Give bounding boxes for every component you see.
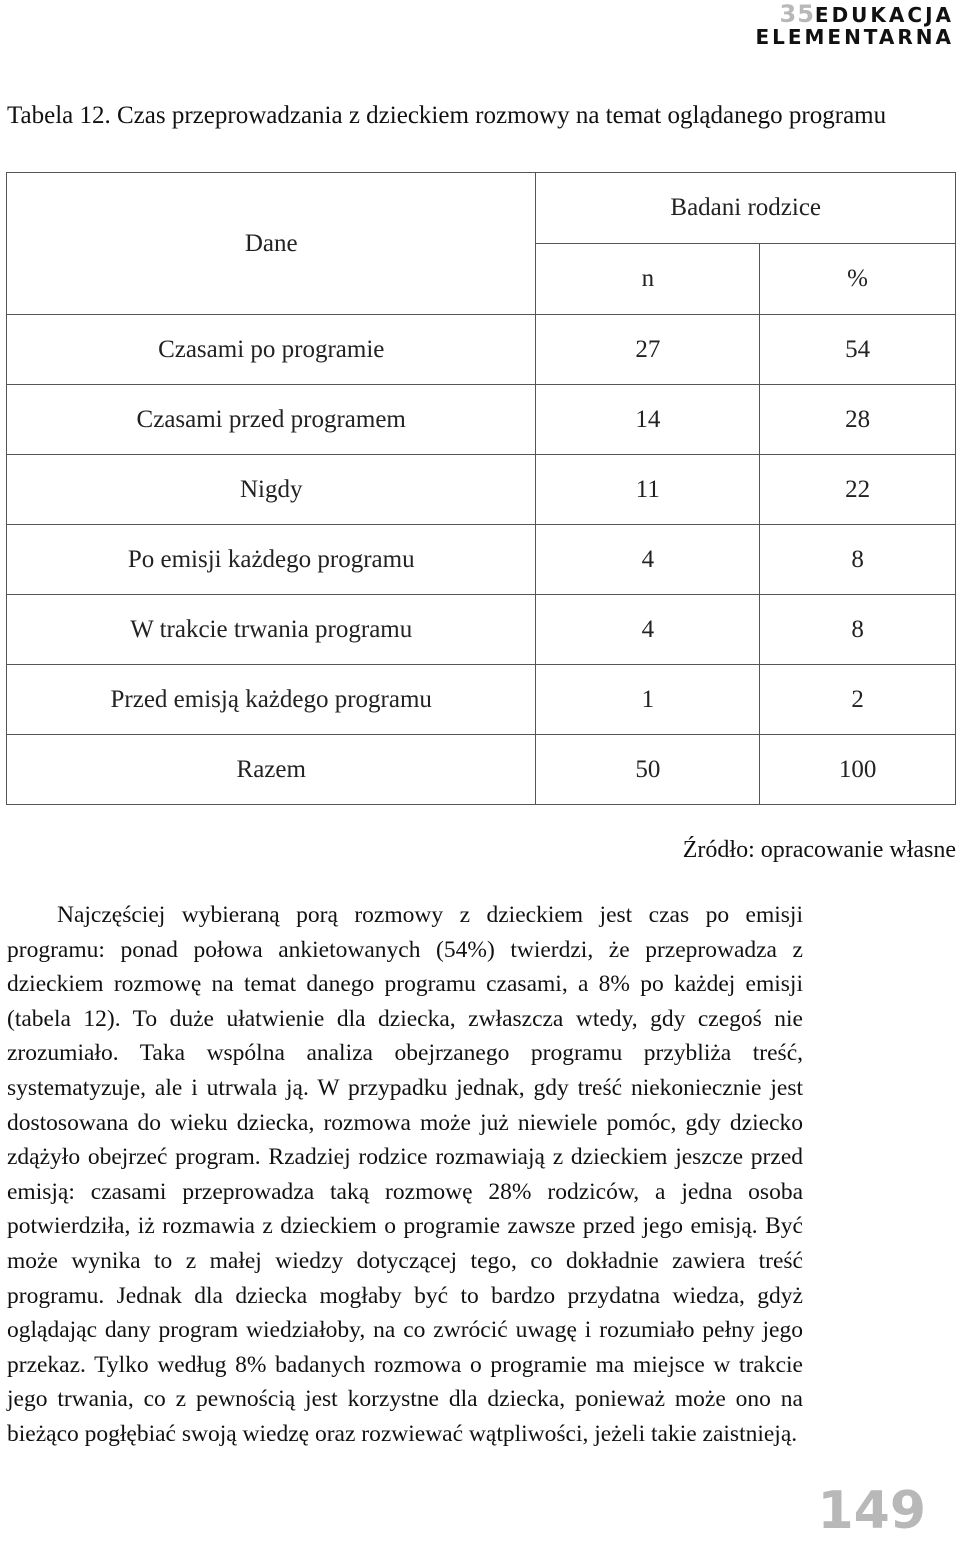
total-label: Razem bbox=[7, 735, 536, 805]
row-pct: 8 bbox=[760, 595, 956, 665]
table-source: Źródło: opracowanie własne bbox=[682, 837, 956, 863]
row-label: Po emisji każdego programu bbox=[7, 525, 536, 595]
magazine-brand bbox=[755, 0, 954, 49]
row-n: 11 bbox=[536, 455, 760, 525]
magazine-name-line2: ELEMENTARNA bbox=[755, 25, 954, 49]
total-n: 50 bbox=[536, 735, 760, 805]
row-label: W trakcie trwania programu bbox=[7, 595, 536, 665]
row-n: 1 bbox=[536, 665, 760, 735]
row-n: 4 bbox=[536, 525, 760, 595]
table-row bbox=[7, 385, 956, 455]
row-label: Przed emisją każdego programu bbox=[7, 665, 536, 735]
table-row bbox=[7, 455, 956, 525]
total-pct: 100 bbox=[760, 735, 956, 805]
table-row bbox=[7, 665, 956, 735]
row-label: Czasami po programie bbox=[7, 315, 536, 385]
row-n: 14 bbox=[536, 385, 760, 455]
issue-number: 35 bbox=[779, 0, 815, 28]
table-header-row bbox=[7, 173, 956, 244]
row-pct: 2 bbox=[760, 665, 956, 735]
page-number: 149 bbox=[817, 1481, 926, 1541]
brand-line-1 bbox=[755, 0, 954, 28]
header-group: Badani rodzice bbox=[536, 173, 956, 244]
table-row bbox=[7, 525, 956, 595]
header-pct: % bbox=[760, 244, 956, 315]
row-pct: 8 bbox=[760, 525, 956, 595]
row-pct: 54 bbox=[760, 315, 956, 385]
data-table bbox=[6, 172, 956, 805]
table-total-row bbox=[7, 735, 956, 805]
row-pct: 28 bbox=[760, 385, 956, 455]
body-paragraph: Najczęściej wybieraną porą rozmowy z dzieckiem jest czas po emisji programu: ponad połowa ankietowanych (54%) twierdzi, że przeprowadza z dzieckiem rozmowę na temat danego programu czasami, a 8% po każdej emisji (tabela 12). To duże ułatwienie dla dziecka, zwłaszcza wtedy, gdy czegoś nie zrozumiało. Taka wspólna analiza obejrzanego programu przybliża treść, systematyzuje, ale i utrwala ją. W przypadku jednak, gdy treść niekoniecznie jest dostosowana do wieku dziecka, rozmowa może już niewiele pomóc, gdy dziecko zdążyło obejrzeć program. Rzadziej rodzice rozmawiają z dzieckiem jeszcze przed emisją: czasami przeprowadza taką rozmowę 28% rodziców, a jedna osoba potwierdziła, iż rozmawia z dzieckiem o programie zawsze przed jego emisją. Być może wynika to z małej wiedzy dotyczącej tego, co dokładnie zawiera treść programu. Jednak dla dziecka mogłaby być to bardzo przydatna wiedza, gdyż oglądając dany program wiedziałoby, na co zwrócić uwagę i rozumiało pełny jego przekaz. Tylko według 8% badanych rozmowa o programie ma miejsce w trakcie jego trwania, co z pewnością jest korzystne dla dziecka, ponieważ może ono na bieżąco pogłębiać swoją wiedzę oraz rozwiewać wątpliwości, jeżeli takie zaistnieją. bbox=[7, 902, 803, 1447]
header-n: n bbox=[536, 244, 760, 315]
row-n: 27 bbox=[536, 315, 760, 385]
table-row bbox=[7, 315, 956, 385]
row-label: Czasami przed programem bbox=[7, 385, 536, 455]
header-dane: Dane bbox=[7, 173, 536, 315]
row-pct: 22 bbox=[760, 455, 956, 525]
magazine-name-line1: EDUKACJA bbox=[814, 3, 954, 27]
table-caption: Tabela 12. Czas przeprowadzania z dzieckiem rozmowy na temat oglądanego programu bbox=[7, 102, 887, 129]
table-row bbox=[7, 595, 956, 665]
row-n: 4 bbox=[536, 595, 760, 665]
row-label: Nigdy bbox=[7, 455, 536, 525]
